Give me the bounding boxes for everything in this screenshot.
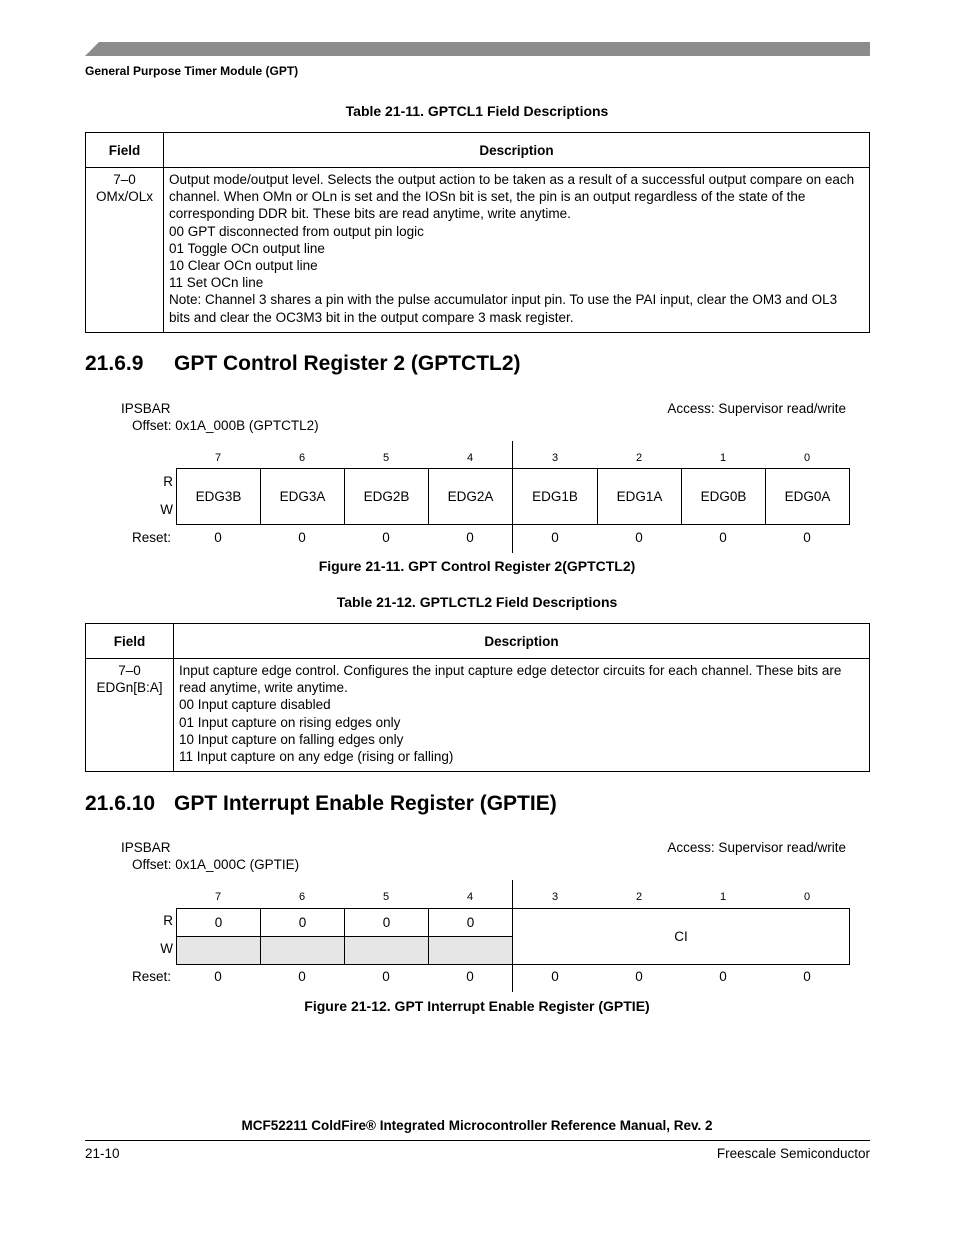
bit-number: 3 [551, 891, 559, 903]
reserved-write-cell [176, 936, 261, 965]
field-description-table [85, 623, 870, 772]
page-number: 21-10 [85, 1146, 120, 1161]
header-banner [85, 42, 870, 56]
register-field: EDG0A [765, 468, 850, 525]
description-line: Output mode/output level. Selects the output action to be taken as a result of a successful output compare on each [169, 172, 855, 187]
reserved-write-cell [344, 936, 429, 965]
reset-value: 0 [298, 969, 306, 984]
figure-caption: Figure 21-12. GPT Interrupt Enable Register (GPTIE) [304, 998, 650, 1014]
description-line: read anytime, write anytime. [179, 680, 348, 696]
read-only-bit: 0 [428, 908, 513, 937]
register-field: EDG1B [512, 468, 598, 525]
publisher: Freescale Semiconductor [716, 1146, 870, 1161]
reset-value: 0 [719, 530, 727, 545]
description-line: bits and clear the OC3M3 bit in the output compare 3 mask register. [169, 309, 574, 325]
register-field: EDG2B [344, 468, 429, 525]
register-field: EDG0B [681, 468, 766, 525]
reset-value: 0 [382, 969, 390, 984]
reset-value: 0 [466, 530, 474, 545]
field-column-header: Field [86, 133, 164, 168]
read-row-label: R [163, 913, 173, 928]
description-line: Input capture edge control. Configures the input capture edge detector circuits for each channel. These bits are [179, 663, 842, 678]
table-row [86, 659, 870, 772]
register-diagram-gptie [0, 839, 954, 1019]
description-cell [164, 168, 870, 333]
reset-label: Reset: [132, 969, 172, 984]
bit-number: 6 [298, 452, 306, 464]
read-only-bit: 0 [176, 908, 261, 937]
field-cell [86, 659, 174, 772]
description-line: 00 Input capture disabled [179, 697, 331, 713]
reset-value: 0 [551, 969, 559, 984]
table-caption: Table 21-11. GPTCL1 Field Descriptions [345, 103, 609, 119]
description-line: 11 Input capture on any edge (rising or falling) [179, 749, 454, 765]
section-title: GPT Interrupt Enable Register (GPTIE) [174, 792, 557, 815]
description-line: 01 Toggle OCn output line [169, 240, 325, 256]
reset-value: 0 [635, 969, 643, 984]
description-line: Note: Channel 3 shares a pin with the pulse accumulator input pin. To use the PAI input, clear the OM3 and OL3 [169, 292, 838, 308]
offset-label: Offset: 0x1A_000B (GPTCTL2) [132, 418, 319, 433]
section-title: GPT Control Register 2 (GPTCTL2) [174, 352, 521, 375]
section-number: 21.6.9 [85, 352, 144, 375]
bit-number: 0 [803, 452, 811, 464]
table-row [86, 168, 870, 333]
bit-number: 7 [214, 891, 222, 903]
field-name: EDGn[B:A] [96, 680, 163, 696]
reset-value: 0 [803, 530, 811, 545]
description-line: corresponding DDR bit. These bits are read anytime, write anytime. [169, 206, 571, 222]
reset-value: 0 [214, 969, 222, 984]
offset-label: Offset: 0x1A_000C (GPTIE) [132, 857, 300, 872]
read-row-label: R [163, 474, 173, 489]
access-label: Access: Supervisor read/write [667, 840, 846, 855]
figure-caption: Figure 21-11. GPT Control Register 2(GPTCTL2) [318, 558, 636, 574]
register-field: EDG3A [260, 468, 345, 525]
write-row-label: W [160, 941, 173, 956]
bit-number: 2 [635, 891, 643, 903]
ci-field: CI [512, 908, 850, 965]
register-field: EDG3B [176, 468, 261, 525]
field-column-header: Field [86, 624, 174, 659]
reset-value: 0 [466, 969, 474, 984]
bit-number: 5 [382, 452, 390, 464]
read-only-bit: 0 [260, 908, 345, 937]
bit-number: 3 [551, 452, 559, 464]
bit-number: 6 [298, 891, 306, 903]
reset-value: 0 [803, 969, 811, 984]
reset-value: 0 [214, 530, 222, 545]
footer-divider [85, 1140, 870, 1141]
field-name: OMx/OLx [95, 189, 153, 205]
reset-value: 0 [635, 530, 643, 545]
table-caption: Table 21-12. GPTLCTL2 Field Descriptions [336, 594, 618, 610]
reset-value: 0 [719, 969, 727, 984]
section-heading [85, 352, 521, 376]
register-field: EDG2A [428, 468, 513, 525]
reserved-write-cell [428, 936, 513, 965]
field-bits: 7–0 [118, 663, 141, 678]
reset-value: 0 [298, 530, 306, 545]
bit-number: 7 [214, 452, 222, 464]
description-column-header: Description [164, 133, 870, 168]
reset-label: Reset: [132, 530, 172, 545]
bit-number: 4 [466, 452, 474, 464]
description-line: 01 Input capture on rising edges only [179, 714, 401, 730]
bit-number: 0 [803, 891, 811, 903]
description-line: 11 Set OCn line [169, 275, 264, 291]
ipsbar-label: IPSBAR [121, 840, 171, 855]
register-field: EDG1A [597, 468, 682, 525]
description-column-header: Description [174, 624, 870, 659]
reserved-write-cell [260, 936, 345, 965]
bit-number: 1 [719, 891, 727, 903]
description-cell [174, 659, 870, 772]
access-label: Access: Supervisor read/write [667, 401, 846, 416]
field-description-table [85, 132, 870, 333]
field-cell [86, 168, 164, 333]
reset-value: 0 [382, 530, 390, 545]
description-line: channel. When OMn or OLn is set and the IOSn bit is set, the pin is an output regardless of the state of the [169, 189, 806, 205]
running-head: General Purpose Timer Module (GPT) [85, 64, 299, 78]
bit-number: 5 [382, 891, 390, 903]
field-bits: 7–0 [113, 172, 136, 187]
register-diagram-gptctl2 [0, 400, 954, 580]
section-number: 21.6.10 [85, 792, 156, 815]
ipsbar-label: IPSBAR [121, 401, 171, 416]
reset-value: 0 [551, 530, 559, 545]
bit-number: 4 [466, 891, 474, 903]
section-heading [85, 792, 557, 816]
bit-number: 1 [719, 452, 727, 464]
footer-title: MCF52211 ColdFire® Integrated Microcontroller Reference Manual, Rev. 2 [241, 1118, 713, 1133]
description-line: 00 GPT disconnected from output pin logic [169, 223, 424, 239]
read-only-bit: 0 [344, 908, 429, 937]
description-line: 10 Input capture on falling edges only [179, 731, 404, 747]
bit-number: 2 [635, 452, 643, 464]
description-line: 10 Clear OCn output line [169, 258, 318, 274]
write-row-label: W [160, 502, 173, 517]
